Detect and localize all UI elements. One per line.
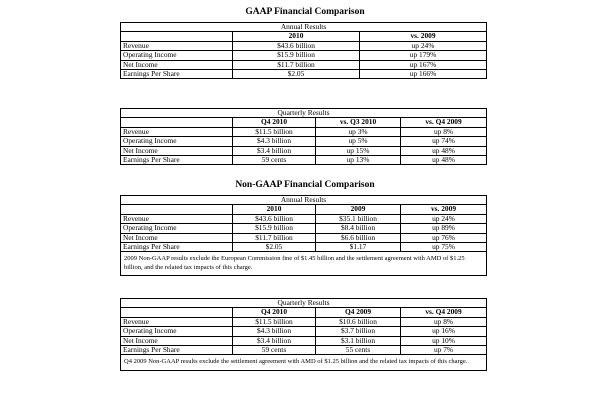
cell: $3.4 billion bbox=[233, 146, 316, 155]
row-label: Earnings Per Share bbox=[121, 346, 233, 355]
cell: up 10% bbox=[401, 336, 487, 345]
cell: $43.6 billion bbox=[233, 41, 360, 50]
row-label: Net Income bbox=[121, 233, 233, 242]
table-row bbox=[121, 233, 487, 242]
header-cell: Q4 2009 bbox=[316, 308, 401, 317]
cell: up 166% bbox=[360, 70, 487, 79]
row-label: Revenue bbox=[121, 41, 233, 50]
cell: $15.9 billion bbox=[233, 224, 316, 233]
cell: $11.7 billion bbox=[233, 233, 316, 242]
header-cell bbox=[121, 118, 233, 127]
row-label: Earnings Per Share bbox=[121, 156, 233, 165]
cell: $11.7 billion bbox=[233, 60, 360, 69]
cell: 59 cents bbox=[233, 156, 316, 165]
header-cell: 2010 bbox=[233, 205, 316, 214]
header-cell: 2010 bbox=[233, 32, 360, 41]
cell: up 7% bbox=[401, 346, 487, 355]
row-label: Earnings Per Share bbox=[121, 70, 233, 79]
table-row bbox=[121, 346, 487, 355]
header-cell: Q4 2010 bbox=[233, 118, 316, 127]
row-label: Earnings Per Share bbox=[121, 243, 233, 252]
cell: up 179% bbox=[360, 51, 487, 60]
row-label: Revenue bbox=[121, 127, 233, 136]
row-label: Net Income bbox=[121, 60, 233, 69]
row-label: Net Income bbox=[121, 336, 233, 345]
header-cell: 2009 bbox=[316, 205, 401, 214]
row-label: Revenue bbox=[121, 214, 233, 223]
nongaap-quarterly-table bbox=[120, 298, 487, 371]
cell: $11.5 billion bbox=[233, 317, 316, 326]
table-caption: Quarterly Results bbox=[121, 109, 487, 118]
header-cell: Q4 2010 bbox=[233, 308, 316, 317]
table-caption: Quarterly Results bbox=[121, 299, 487, 308]
row-label: Revenue bbox=[121, 317, 233, 326]
row-label: Net Income bbox=[121, 146, 233, 155]
table-row bbox=[121, 60, 487, 69]
table-row bbox=[121, 243, 487, 252]
cell: up 15% bbox=[316, 146, 401, 155]
table-row bbox=[121, 156, 487, 165]
cell: 55 cents bbox=[316, 346, 401, 355]
cell: $43.6 billion bbox=[233, 214, 316, 223]
cell: $10.6 billion bbox=[316, 317, 401, 326]
cell: up 75% bbox=[401, 243, 487, 252]
cell: $35.1 billion bbox=[316, 214, 401, 223]
cell: $4.3 billion bbox=[233, 137, 316, 146]
gaap-title: GAAP Financial Comparison bbox=[245, 7, 365, 17]
table-row bbox=[121, 70, 487, 79]
table-caption: Annual Results bbox=[121, 23, 487, 32]
row-label: Operating Income bbox=[121, 327, 233, 336]
cell: $2.05 bbox=[233, 70, 360, 79]
cell: $2.05 bbox=[233, 243, 316, 252]
cell: $3.1 billion bbox=[316, 336, 401, 345]
cell: $1.17 bbox=[316, 243, 401, 252]
cell: $8.4 billion bbox=[316, 224, 401, 233]
table-row bbox=[121, 214, 487, 223]
table-row bbox=[121, 51, 487, 60]
row-label: Operating Income bbox=[121, 137, 233, 146]
gaap-annual-table bbox=[120, 22, 487, 79]
header-cell: vs. 2009 bbox=[360, 32, 487, 41]
header-cell: vs. 2009 bbox=[401, 205, 487, 214]
cell: up 76% bbox=[401, 233, 487, 242]
cell: $3.4 billion bbox=[233, 336, 316, 345]
cell: up 8% bbox=[401, 317, 487, 326]
header-cell bbox=[121, 308, 233, 317]
cell: up 13% bbox=[316, 156, 401, 165]
table-row bbox=[121, 224, 487, 233]
row-label: Operating Income bbox=[121, 224, 233, 233]
nongaap-title: Non-GAAP Financial Comparison bbox=[235, 180, 375, 190]
cell: up 24% bbox=[360, 41, 487, 50]
cell: up 48% bbox=[401, 146, 487, 155]
table-row bbox=[121, 317, 487, 326]
header-cell bbox=[121, 32, 233, 41]
table-row bbox=[121, 146, 487, 155]
header-cell bbox=[121, 205, 233, 214]
cell: up 3% bbox=[316, 127, 401, 136]
cell: up 24% bbox=[401, 214, 487, 223]
nongaap-annual-table bbox=[120, 195, 487, 276]
table-caption: Annual Results bbox=[121, 196, 487, 205]
cell: $4.3 billion bbox=[233, 327, 316, 336]
cell: up 167% bbox=[360, 60, 487, 69]
header-cell: vs. Q4 2009 bbox=[401, 118, 487, 127]
gaap-quarterly-table bbox=[120, 108, 487, 165]
cell: 59 cents bbox=[233, 346, 316, 355]
cell: up 5% bbox=[316, 137, 401, 146]
cell: up 89% bbox=[401, 224, 487, 233]
cell: $11.5 billion bbox=[233, 127, 316, 136]
table-row bbox=[121, 327, 487, 336]
table-row bbox=[121, 336, 487, 345]
cell: $3.7 billion bbox=[316, 327, 401, 336]
cell: $15.9 billion bbox=[233, 51, 360, 60]
header-cell: vs. Q4 2009 bbox=[401, 308, 487, 317]
cell: up 16% bbox=[401, 327, 487, 336]
cell: $6.6 billion bbox=[316, 233, 401, 242]
cell: up 74% bbox=[401, 137, 487, 146]
table-row bbox=[121, 137, 487, 146]
table-row bbox=[121, 41, 487, 50]
table-footnote: 2009 Non-GAAP results exclude the European Commission fine of $1.45 billion and the settlement agreement with AMD of $1.25 billion, and the related tax impacts of this charge. bbox=[121, 252, 487, 275]
table-row bbox=[121, 127, 487, 136]
header-cell: vs. Q3 2010 bbox=[316, 118, 401, 127]
cell: up 8% bbox=[401, 127, 487, 136]
row-label: Operating Income bbox=[121, 51, 233, 60]
table-footnote: Q4 2009 Non-GAAP results exclude the settlement agreement with AMD of $1.25 billion and the related tax impacts of this charge. bbox=[121, 355, 487, 370]
cell: up 48% bbox=[401, 156, 487, 165]
